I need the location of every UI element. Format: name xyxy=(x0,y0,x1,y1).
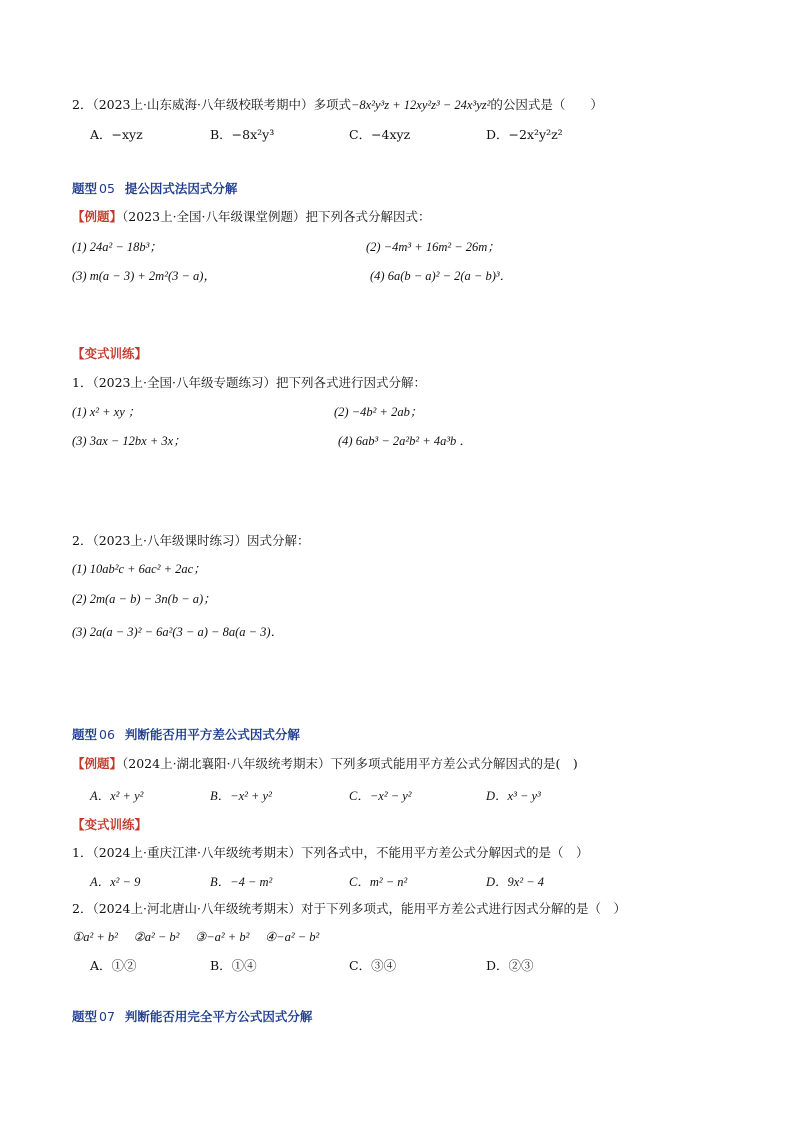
practice-tag: 【变式训练】 xyxy=(72,817,148,832)
practice-06-q2-list: ①a² + b² ②a² − b² ③−a² + b² ④−a² − b² xyxy=(72,930,320,944)
example-tag: 【例题】 xyxy=(72,756,123,771)
section-heading-05 xyxy=(72,180,237,198)
practice-06-q2-option-d: D．②③ xyxy=(486,958,534,973)
example-06-option-a: A．x² + y² xyxy=(90,789,144,803)
practice-06-q2: 2．（2024上·河北唐山·八年级统考期末）对于下列多项式，能用平方差公式进行因式分解的是（ ） xyxy=(72,901,626,916)
option-a: A．−xyz xyxy=(90,127,143,142)
practice-06-q1-option-b: B．−4 − m² xyxy=(210,875,273,889)
practice-06-q1-option-a: A．x² − 9 xyxy=(90,875,141,889)
practice-05-q1-item-4: (4) 6ab³ − 2a²b² + 4a³b ． xyxy=(338,434,472,448)
heading-number: 06 xyxy=(99,727,115,742)
practice-tag-06 xyxy=(72,816,147,834)
example-05 xyxy=(72,208,431,226)
heading-title: 提公因式法因式分解 xyxy=(124,181,238,196)
example-item-1: (1) 24a² − 18b³； xyxy=(72,240,162,254)
example-06-option-c: C．−x² − y² xyxy=(349,789,412,803)
example-text: （2023上·全国·八年级课堂例题）把下列各式分解因式： xyxy=(122,209,431,224)
practice-05-q1: 1．（2023上·全国·八年级专题练习）把下列各式进行因式分解： xyxy=(72,375,426,390)
math-expression: −8x²y³z + 12xy²z³ − 24x³yz² xyxy=(350,98,491,112)
example-tag: 【例题】 xyxy=(72,209,123,224)
heading-title: 判断能否用完全平方公式因式分解 xyxy=(124,1009,313,1024)
practice-06-q2-option-b: B．①④ xyxy=(210,958,257,973)
practice-06-q1-option-d: D．9x² − 4 xyxy=(486,875,545,889)
practice-06-q1: 1．（2024上·重庆江津·八年级统考期末）下列各式中，不能用平方差公式分解因式的是（ ） xyxy=(72,845,589,860)
section-heading-07 xyxy=(72,1008,312,1026)
practice-05-q2-item-3: (3) 2a(a − 3)² − 6a²(3 − a) − 8a(a − 3)． xyxy=(72,625,284,639)
heading-number: 05 xyxy=(99,181,115,196)
practice-05-q2-item-2: (2) 2m(a − b) − 3n(b − a)； xyxy=(72,592,216,606)
example-item-4: (4) 6a(b − a)² − 2(a − b)³． xyxy=(370,269,513,283)
heading-label: 题型 xyxy=(72,181,98,196)
question-tail: 的公因式是（ ） xyxy=(490,97,603,112)
practice-06-q2-option-c: C．③④ xyxy=(349,958,397,973)
example-06-option-b: B．−x² + y² xyxy=(210,789,272,803)
heading-title: 判断能否用平方差公式因式分解 xyxy=(124,727,300,742)
practice-tag: 【变式训练】 xyxy=(72,346,148,361)
practice-05-q1-item-3: (3) 3ax − 12bx + 3x； xyxy=(72,434,186,448)
practice-tag-05 xyxy=(72,345,147,363)
practice-05-q1-item-2: (2) −4b² + 2ab； xyxy=(334,405,423,419)
example-item-2: (2) −4m³ + 16m² − 26m； xyxy=(366,240,500,254)
question-text: 2．（2023上·山东威海·八年级校联考期中）多项式 xyxy=(72,97,351,112)
practice-06-q1-option-c: C．m² − n² xyxy=(349,875,408,889)
heading-label: 题型 xyxy=(72,727,98,742)
example-06-option-d: D．x³ − y³ xyxy=(486,789,541,803)
question-2-stem xyxy=(72,96,603,114)
example-text: （2024上·湖北襄阳·八年级统考期末）下列多项式能用平方差公式分解因式的是( ) xyxy=(122,756,578,771)
heading-number: 07 xyxy=(99,1009,115,1024)
option-d: D．−2x²y²z² xyxy=(486,127,563,142)
option-c: C．−4xyz xyxy=(349,127,411,142)
practice-05-q1-item-1: (1) x² + xy ； xyxy=(72,405,141,419)
example-item-3: (3) m(a − 3) + 2m²(3 − a)， xyxy=(72,269,216,283)
practice-05-q2-item-1: (1) 10ab²c + 6ac² + 2ac； xyxy=(72,562,206,576)
section-heading-06 xyxy=(72,726,300,744)
heading-label: 题型 xyxy=(72,1009,98,1024)
practice-06-q2-option-a: A．①② xyxy=(90,958,137,973)
option-b: B．−8x²y³ xyxy=(210,127,275,142)
practice-05-q2: 2．（2023上·八年级课时练习）因式分解： xyxy=(72,533,310,548)
example-06 xyxy=(72,755,578,773)
